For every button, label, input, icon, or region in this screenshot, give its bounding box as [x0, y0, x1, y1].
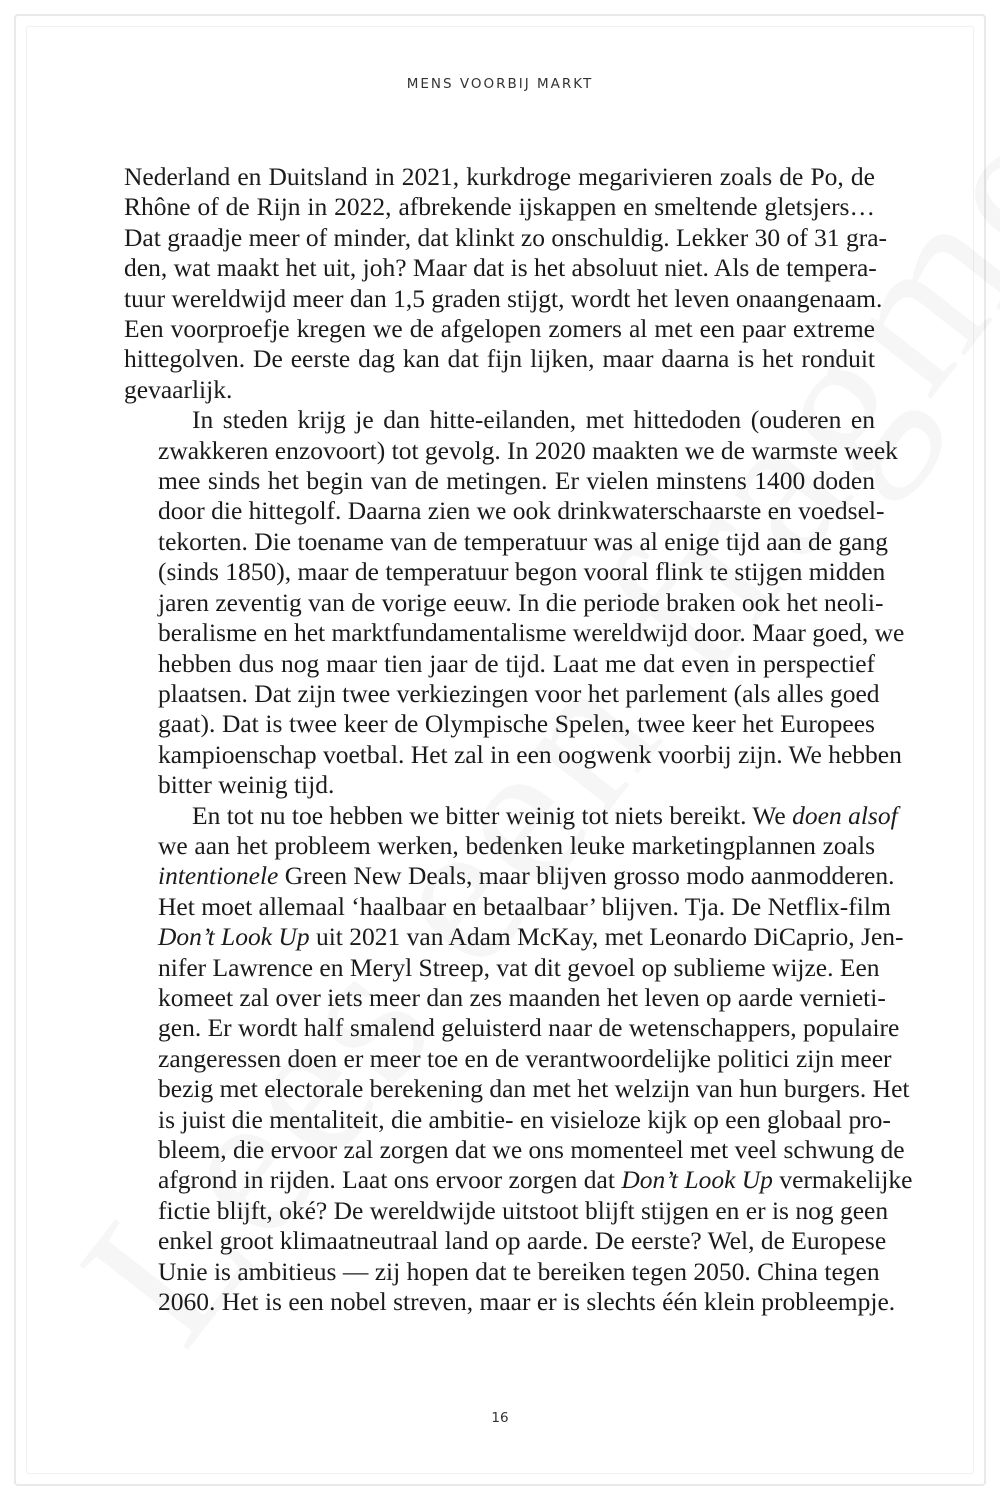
text-line: beralisme en het marktfundamentalisme wereldwijd door. Maar goed, we	[158, 618, 905, 648]
text-line: Unie is ambitieus — zij hopen dat te bereiken tegen 2050. China tegen	[158, 1256, 880, 1286]
text-line: door die hittegolf. Daarna zien we ook drinkwaterschaarste en voedsel-	[158, 496, 885, 526]
text-line: zangeressen doen er meer toe en de verantwoordelijke politici zijn meer	[158, 1043, 892, 1073]
text-line: Don’t Look Up uit 2021 van Adam McKay, met Leonardo DiCaprio, Jen-	[158, 922, 904, 952]
text-line: fictie blijft, oké? De wereldwijde uitstoot blijft stijgen en er is nog geen	[158, 1195, 889, 1225]
text-line: Rhône of de Rijn in 2022, afbrekende ijskappen en smeltende gletsjers…	[124, 192, 875, 222]
text-line: En tot nu toe hebben we bitter weinig tot niets bereikt. We doen alsof	[192, 800, 898, 830]
text-line: hittegolven. De eerste dag kan dat fijn lijken, maar daarna is het ronduit	[124, 344, 875, 374]
text-line: Nederland en Duitsland in 2021, kurkdroge megarivieren zoals de Po, de	[124, 162, 875, 191]
text-line: tekorten. Die toename van de temperatuur was al enige tijd aan de gang	[158, 526, 888, 556]
text-line: bezig met electorale berekening dan met het welzijn van hun burgers. Het	[158, 1074, 910, 1104]
text-line: zwakkeren enzovoort) tot gevolg. In 2020 maakten we de warmste week	[158, 435, 898, 465]
text-line: we aan het probleem werken, bedenken leuke marketingplannen zoals	[158, 830, 875, 860]
text-line: den, wat maakt het uit, joh? Maar dat is het absoluut niet. Als de tempera-	[124, 253, 877, 283]
text-line: In steden krijg je dan hitte-eilanden, met hittedoden (ouderen en	[192, 405, 875, 435]
text-line: gen. Er wordt half smalend geluisterd naar de wetenschappers, populaire	[158, 1013, 900, 1043]
paragraph	[124, 800, 913, 1318]
text-line: kampioenschap voetbal. Het zal in een oogwenk voorbij zijn. We hebben	[158, 739, 902, 769]
running-header: MENS VOORBIJ MARKT	[406, 76, 594, 92]
paragraph	[124, 162, 888, 405]
text-line: nifer Lawrence en Meryl Streep, vat dit gevoel op sublieme wijze. Een	[158, 952, 880, 982]
text-line: (sinds 1850), maar de temperatuur begon vooral flink te stijgen midden	[158, 557, 886, 587]
text-line: bleem, die ervoor zal zorgen dat we ons momenteel met veel schwung de	[158, 1135, 905, 1164]
text-line: gevaarlijk.	[124, 374, 233, 404]
text-line: tuur wereldwijd meer dan 1,5 graden stijgt, wordt het leven onaangenaam.	[124, 283, 883, 313]
text-line: is juist die mentaliteit, die ambitie- en visieloze kijk op een globaal pro-	[158, 1104, 891, 1134]
text-line: bitter weinig tijd.	[158, 770, 335, 800]
text-line: komeet zal over iets meer dan zes maanden het leven op aarde vernieti-	[158, 982, 886, 1012]
text-line: hebben dus nog maar tien jaar de tijd. Laat me dat even in perspectief	[158, 648, 875, 678]
text-line: jaren zeventig van de vorige eeuw. In die periode braken ook het neoli-	[158, 587, 884, 617]
body-text	[124, 162, 913, 1317]
page-number: 16	[491, 1410, 509, 1426]
text-line: afgrond in rijden. Laat ons ervoor zorgen dat Don’t Look Up vermakelijke	[158, 1165, 913, 1195]
text-line: Dat graadje meer of minder, dat klinkt zo onschuldig. Lekker 30 of 31 gra-	[124, 222, 888, 252]
text-line: enkel groot klimaatneutraal land op aarde. De eerste? Wel, de Europese	[158, 1226, 887, 1256]
text-line: plaatsen. Dat zijn twee verkiezingen voor het parlement (als alles goed	[158, 678, 880, 708]
text-line: mee sinds het begin van de metingen. Er vielen minstens 1400 doden	[158, 466, 875, 496]
text-line: gaat). Dat is twee keer de Olympische Spelen, twee keer het Europees	[158, 709, 875, 739]
text-line: 2060. Het is een nobel streven, maar er is slechts één klein probleempje.	[158, 1287, 896, 1317]
text-line: Een voorproefje kregen we de afgelopen zomers al met een paar extreme	[124, 314, 875, 344]
text-line: intentionele Green New Deals, maar blijven grosso modo aanmodderen.	[158, 861, 895, 891]
paragraph	[124, 405, 905, 800]
text-line: Het moet allemaal ‘haalbaar en betaalbaar’ blijven. Tja. De Netflix-film	[158, 891, 891, 921]
